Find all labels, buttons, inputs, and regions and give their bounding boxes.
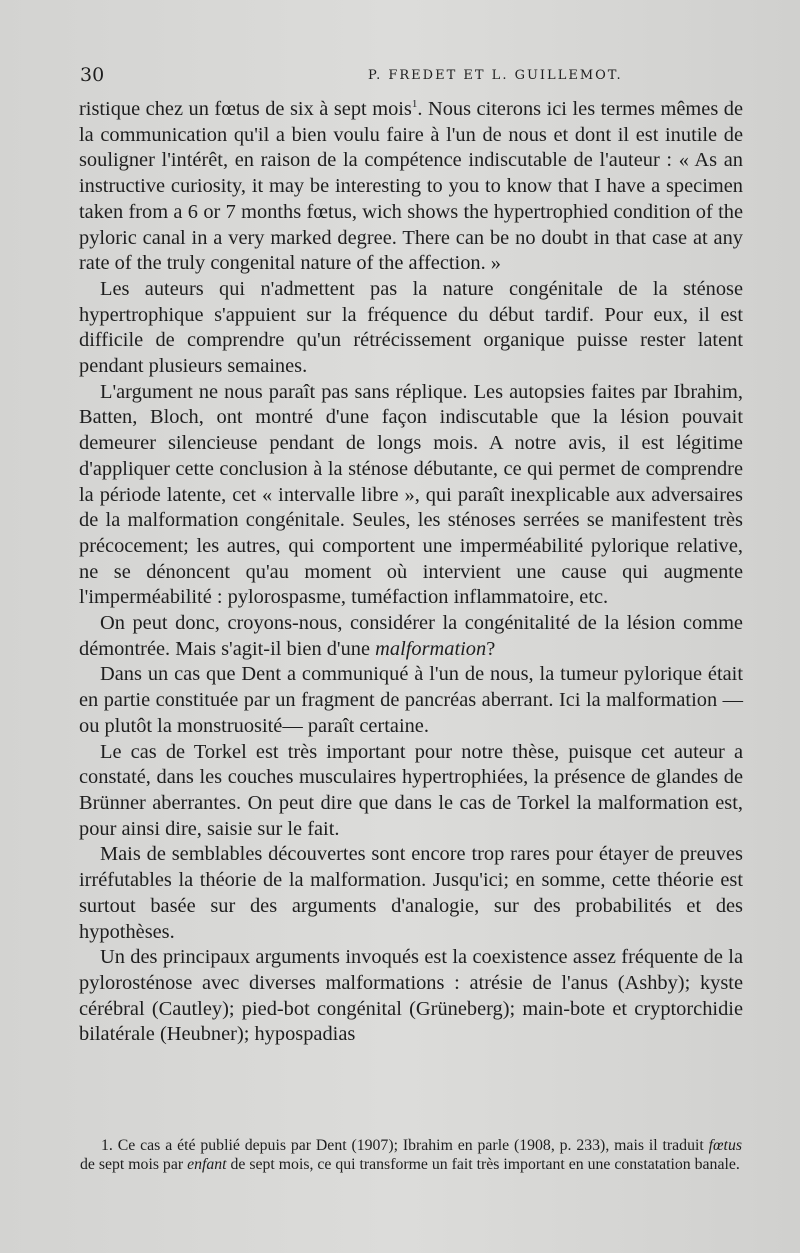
footnote-number: 1. bbox=[101, 1137, 113, 1154]
page-header bbox=[80, 64, 760, 94]
footnote-text: de sept mois, ce qui transforme un fait très important en une constatation banale. bbox=[230, 1156, 740, 1173]
running-title: P. FREDET ET L. GUILLEMOT. bbox=[368, 68, 623, 83]
paragraph: Dans un cas que Dent a communiqué à l'un de nous, la tumeur pylorique était en partie constituée par un fragment de pancréas aberrant. Ici la malformation — ou plutôt la monstruosité— paraît certaine. bbox=[79, 663, 743, 737]
paragraph bbox=[79, 97, 743, 277]
paragraph-text: ? bbox=[486, 637, 496, 660]
paragraph: Mais de semblables découvertes sont encore trop rares pour étayer de preuves irréfutables la théorie de la malformation. Jusqu'ici; en somme, cette théorie est surtout basée sur des arguments d'analogie, sur des probabilités et des hypothèses. bbox=[79, 843, 743, 943]
paragraph-text: ristique chez un fœtus de six à sept mois bbox=[79, 98, 412, 120]
paragraph-text: . Nous citerons ici les termes mêmes de la communication qu'il a bien voulu faire à l'un de nous et dont il est inutile de souligner l'intérêt, en raison de la compétence indiscutable de l'auteur : « As an instructive curiosity, it may be interesting to you to know that I have a specimen taken from a 6 or 7 months fœtus, wich shows the hypertrophied condition of the pyloric canal in a very marked degree. There can be no doubt in that case at any rate of the truly congenital nature of the affection. » bbox=[79, 98, 744, 275]
body-text bbox=[79, 97, 743, 1048]
italic-term: malformation bbox=[375, 637, 487, 660]
paragraph: L'argument ne nous paraît pas sans réplique. Les autopsies faites par Ibrahim, Batten, Bloch, ont montré d'une façon indiscutable que la lésion pouvait demeurer silencieuse pendant de longs mois. A notre avis, il est légitime d'appliquer cette conclusion à la sténose débutante, ce qui permet de comprendre la période latente, cet « intervalle libre », qui paraît inexplicable aux adversaires de la malformation congénitale. Seules, les sténoses serrées se manifestent très précocement; les autres, qui comportent une imperméabilité pylorique relative, ne se dénoncent qu'au moment où intervient une cause qui augmente l'imperméabilité : pylorospasme, tuméfaction inflammatoire, etc. bbox=[79, 380, 743, 609]
footnote-text: de sept mois par bbox=[80, 1156, 184, 1173]
paragraph: Un des principaux arguments invoqués est la coexistence assez fréquente de la pylorosténose avec diverses malformations : atrésie de l'anus (Ashby); kyste cérébral (Cautley); pied-bot congénital (Grüneberg); main-bote et cryptorchidie bilatérale (Heubner); hypospadias bbox=[79, 946, 743, 1046]
italic-term: fœtus bbox=[708, 1137, 742, 1154]
paragraph bbox=[79, 611, 743, 662]
italic-term: enfant bbox=[187, 1156, 227, 1173]
footnote bbox=[80, 1136, 742, 1174]
footnotes bbox=[80, 1136, 742, 1174]
page-number: 30 bbox=[80, 64, 105, 86]
footnote-reference: 1 bbox=[411, 98, 418, 110]
paragraph: Les auteurs qui n'admettent pas la nature congénitale de la sténose hypertrophique s'appuient sur la fréquence du début tardif. Pour eux, il est difficile de comprendre qu'un rétrécissement organique puisse rester latent pendant plusieurs semaines. bbox=[79, 277, 743, 378]
paragraph: Le cas de Torkel est très important pour notre thèse, puisque cet auteur a constaté, dans les couches musculaires hypertrophiées, la présence de glandes de Brünner aberrantes. On peut dire que dans le cas de Torkel la malformation est, pour ainsi dire, saisie sur le fait. bbox=[79, 740, 743, 840]
paragraph-text: On peut donc, croyons-nous, considérer la congénitalité de la lésion comme démontrée. Mais s'agit-il bien d'une bbox=[79, 612, 743, 660]
footnote-text: Ce cas a été publié depuis par Dent (1907); Ibrahim en parle (1908, p. 233), mais il traduit bbox=[117, 1137, 704, 1154]
